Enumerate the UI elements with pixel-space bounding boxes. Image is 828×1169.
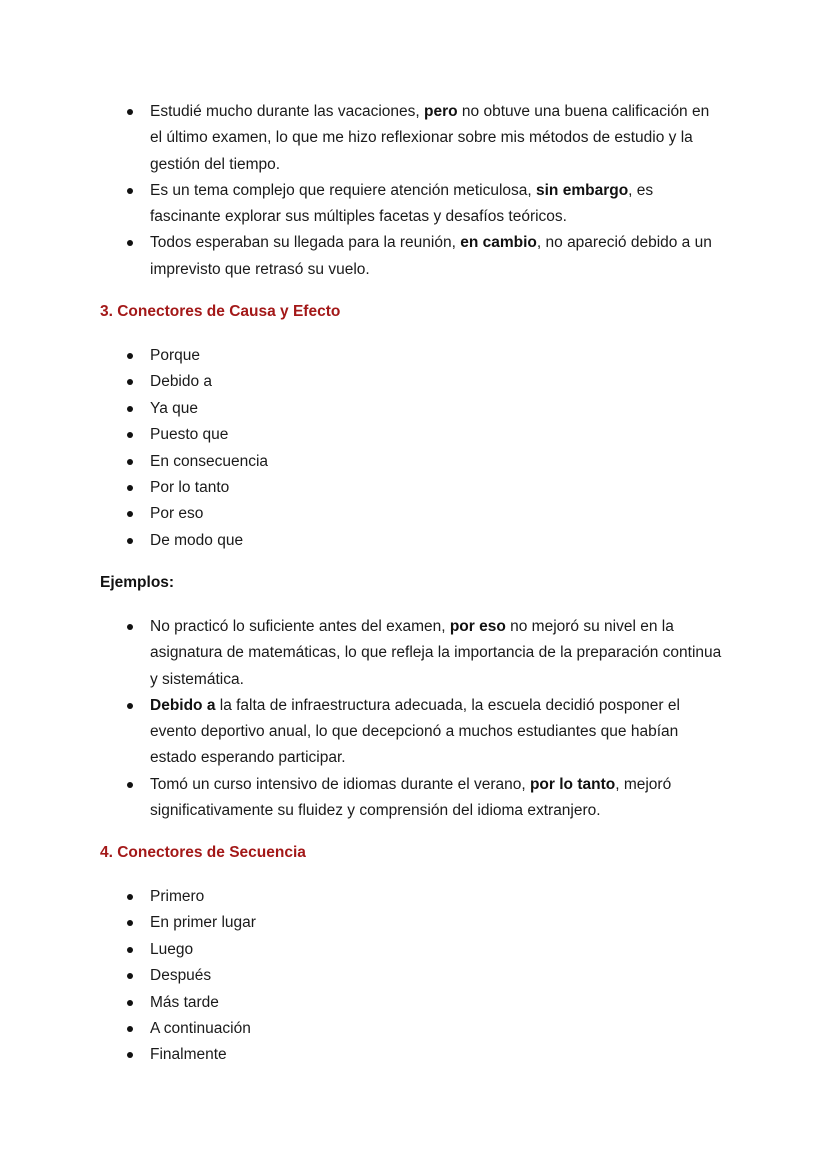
bullet-icon [127, 1052, 133, 1058]
bullet-icon [127, 538, 133, 544]
bullet-icon [127, 894, 133, 900]
list-item: Por eso [124, 501, 524, 527]
list-item: Porque [124, 343, 524, 369]
bullet-icon [127, 703, 133, 709]
list-item: Estudié mucho durante las vacaciones, pero no obtuve una buena calificación en el último examen, lo que me hizo reflexionar sobre mis métodos de estudio y la gestión del tiempo. [124, 99, 724, 178]
list-item: Por lo tanto [124, 475, 524, 501]
bullet-icon [127, 109, 133, 115]
section-heading-causa-efecto: 3. Conectores de Causa y Efecto [100, 303, 341, 320]
list-item: Es un tema complejo que requiere atención meticulosa, sin embargo, es fascinante explorar sus múltiples facetas y desafíos teóricos. [124, 178, 724, 231]
bullet-icon [127, 459, 133, 465]
list-item: Debido a [124, 369, 524, 395]
list-item: Puesto que [124, 422, 524, 448]
list-item: Primero [124, 884, 524, 910]
bullet-icon [127, 353, 133, 359]
causa-efecto-examples-list [124, 614, 724, 824]
bullet-icon [127, 240, 133, 246]
list-item: Después [124, 963, 524, 989]
list-item: En consecuencia [124, 449, 524, 475]
list-item: Tomó un curso intensivo de idiomas durante el verano, por lo tanto, mejoró significativamente su fluidez y comprensión del idioma extranjero. [124, 772, 724, 825]
list-item: Luego [124, 937, 524, 963]
causa-efecto-connectors-list [124, 343, 524, 554]
bullet-icon [127, 485, 133, 491]
bullet-icon [127, 188, 133, 194]
list-item: De modo que [124, 528, 524, 554]
bullet-icon [127, 1000, 133, 1006]
contrast-examples-list [124, 99, 724, 283]
list-item: Finalmente [124, 1042, 524, 1068]
examples-label: Ejemplos: [100, 574, 175, 591]
list-item: No practicó lo suficiente antes del examen, por eso no mejoró su nivel en la asignatura de matemáticas, lo que refleja la importancia de la preparación continua y sistemática. [124, 614, 724, 693]
bullet-icon [127, 624, 133, 630]
bullet-icon [127, 379, 133, 385]
bullet-icon [127, 511, 133, 517]
bullet-icon [127, 920, 133, 926]
list-item: Ya que [124, 396, 524, 422]
bullet-icon [127, 782, 133, 788]
secuencia-connectors-list [124, 884, 524, 1069]
bullet-icon [127, 406, 133, 412]
list-item: A continuación [124, 1016, 524, 1042]
list-item: Más tarde [124, 990, 524, 1016]
bullet-icon [127, 1026, 133, 1032]
list-item: Todos esperaban su llegada para la reunión, en cambio, no apareció debido a un imprevisto que retrasó su vuelo. [124, 230, 724, 283]
list-item: Debido a la falta de infraestructura adecuada, la escuela decidió posponer el evento deportivo anual, lo que decepcionó a muchos estudiantes que habían estado esperando participar. [124, 693, 724, 772]
bullet-icon [127, 973, 133, 979]
bullet-icon [127, 432, 133, 438]
bullet-icon [127, 947, 133, 953]
list-item: En primer lugar [124, 910, 524, 936]
section-heading-secuencia: 4. Conectores de Secuencia [100, 844, 306, 861]
